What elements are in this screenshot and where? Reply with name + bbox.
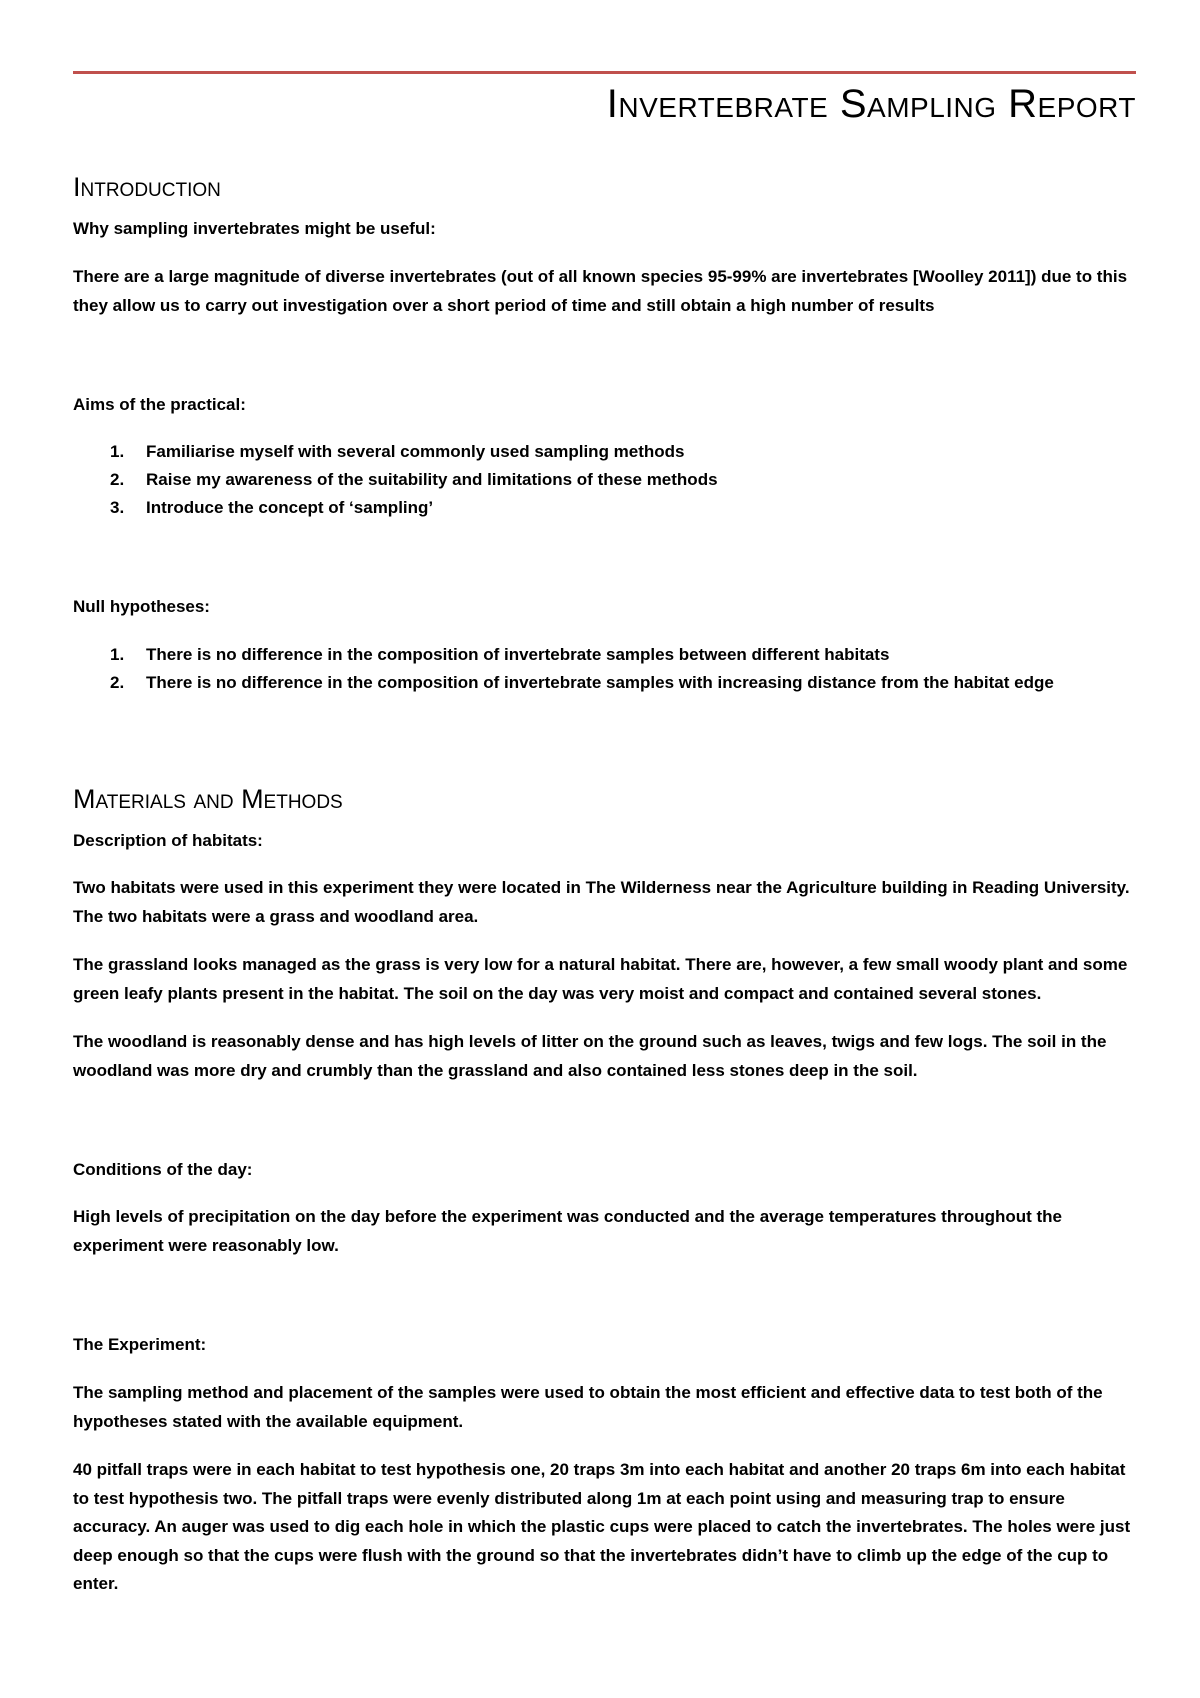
materials-methods-heading: Materials and Methods [73,784,343,814]
document-title: Invertebrate Sampling Report [606,82,1136,126]
list-item: 3. Introduce the concept of ‘sampling’ [110,498,434,517]
habitats-paragraph-2: The grassland looks managed as the grass is very low for a natural habitat. There are, however, a few small woody plant and some green leafy plants present in the habitat. The soil on the day was very moist and compact and contained several stones. [73,955,1128,1003]
why-sampling-label: Why sampling invertebrates might be useful: [73,219,436,238]
hypotheses-list [73,641,1054,697]
why-sampling-paragraph: There are a large magnitude of diverse invertebrates (out of all known species 95-99% are invertebrates [Woolley 2011]) due to this they allow us to carry out investigation over a short period of time and still obtain a high number of results [73,267,1128,315]
introduction-heading: Introduction [73,172,221,202]
document-page [73,0,1136,1698]
list-item: 1. There is no difference in the composition of invertebrate samples between different habitats [110,645,890,664]
aims-list [73,438,718,522]
conditions-paragraph: High levels of precipitation on the day before the experiment was conducted and the average temperatures throughout the experiment were reasonably low. [73,1207,1063,1255]
list-item: 2. Raise my awareness of the suitability and limitations of these methods [110,470,718,489]
habitats-paragraph-1: Two habitats were used in this experiment they were located in The Wilderness near the Agriculture building in Reading University. The two habitats were a grass and woodland area. [73,878,1130,926]
experiment-paragraph-1: The sampling method and placement of the samples were used to obtain the most efficient and effective data to test both of the hypotheses stated with the available equipment. [73,1383,1103,1431]
habitats-paragraph-3: The woodland is reasonably dense and has high levels of litter on the ground such as leaves, twigs and few logs. The soil in the woodland was more dry and crumbly than the grassland and also contained less stones deep in the soil. [73,1032,1107,1080]
null-hypotheses-label: Null hypotheses: [73,597,210,616]
habitats-label: Description of habitats: [73,831,263,850]
title-rule [73,71,1136,74]
list-item: 2. There is no difference in the composition of invertebrate samples with increasing distance from the habitat edge [110,673,1054,692]
conditions-label: Conditions of the day: [73,1160,253,1179]
aims-label: Aims of the practical: [73,395,246,414]
experiment-label: The Experiment: [73,1335,207,1354]
list-item: 1. Familiarise myself with several commonly used sampling methods [110,442,685,461]
experiment-paragraph-2: 40 pitfall traps were in each habitat to test hypothesis one, 20 traps 3m into each habitat and another 20 traps 6m into each habitat to test hypothesis two. The pitfall traps were evenly distributed along 1m at each point using and measuring trap to ensure accuracy. An auger was used to dig each hole in which the plastic cups were placed to catch the invertebrates. The holes were just deep enough so that the cups were flush with the ground so that the invertebrates didn’t have to climb up the edge of the cup to enter. [73,1460,1131,1593]
